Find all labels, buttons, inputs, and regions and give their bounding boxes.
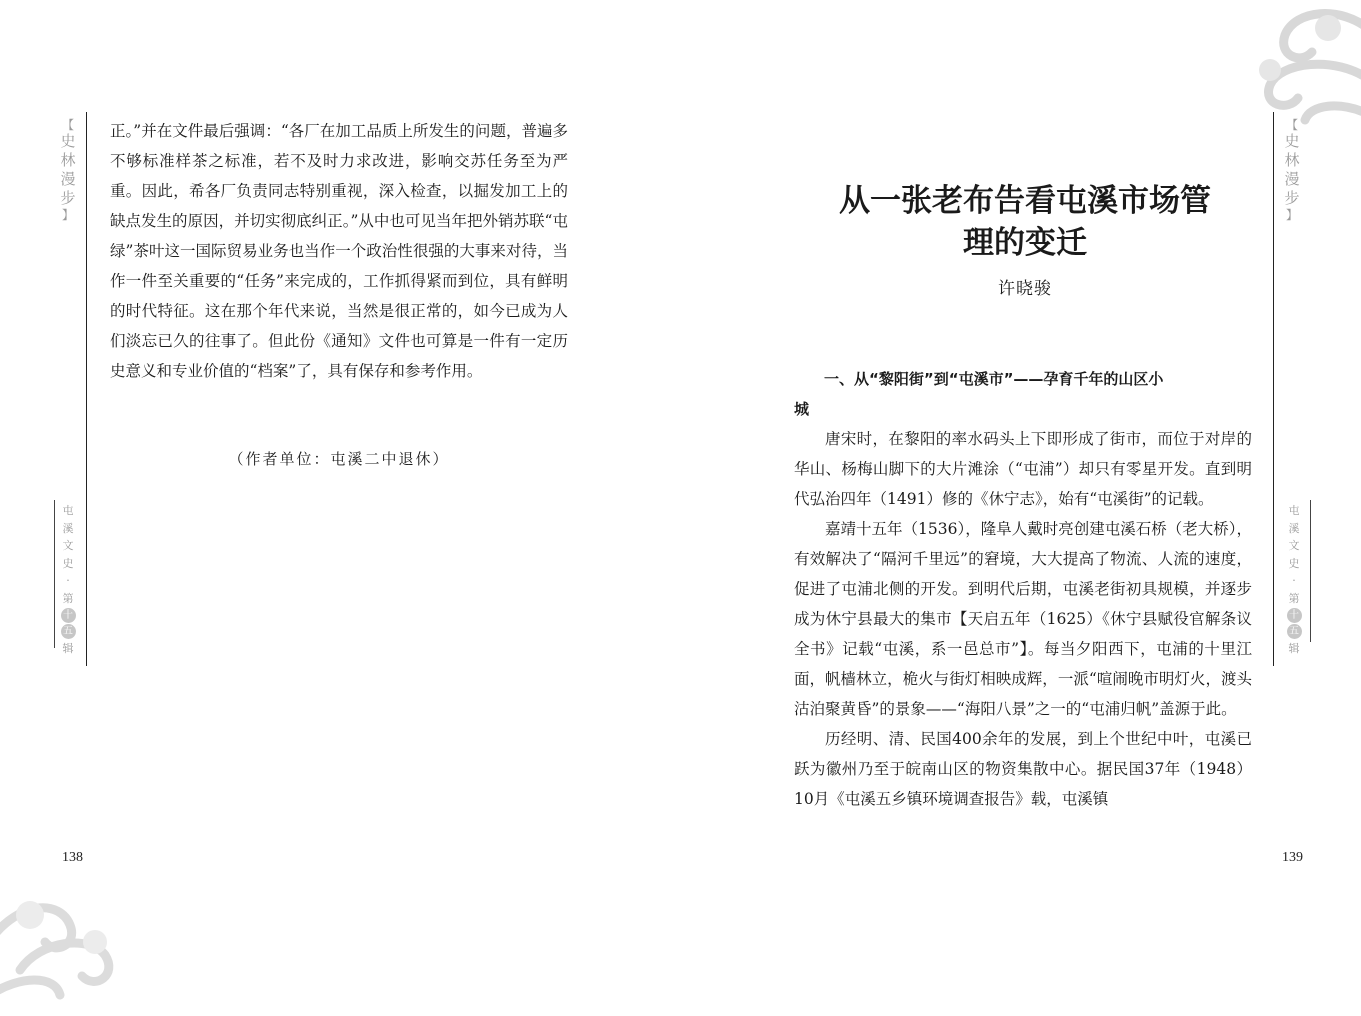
column-label-char: 史 <box>1284 132 1300 150</box>
section-heading-line: 一、从“黎阳街”到“屯溪市”——孕育千年的山区小 <box>824 370 1164 388</box>
article-title-line: 从一张老布告看屯溪市场管 <box>839 183 1211 219</box>
series-number-circle: 十 <box>61 608 76 623</box>
series-label <box>1286 502 1302 658</box>
series-label-char: 辑 <box>1288 642 1300 655</box>
column-label-bracket-open: 【 <box>61 118 74 132</box>
section-heading <box>794 364 1252 424</box>
cloud-ornament-icon <box>1240 0 1361 130</box>
paragraph: 正。”并在文件最后强调：“各厂在加工品质上所发生的问题，普遍多不够标准样茶之标准，若不及时力求改进，影响交苏任务至为严重。因此，希各厂负责同志特别重视，深入检查，以掘发加工上的缺点发生的原因，并切实彻底纠正。”从中也可见当年把外销苏联“屯绿”茶叶这一国际贸易业务也当作一个政治性很强的大事来对待，当作一件至关重要的“任务”来完成的，工作抓得紧而到位，具有鲜明的时代特征。这在那个年代来说，当然是很正常的，如今已成为人们淡忘已久的往事了。但此份《通知》文件也可算是一件有一定历史意义和专业价值的“档案”了，具有保存和参考作用。 <box>110 122 568 380</box>
series-rule <box>54 500 55 648</box>
column-label-char: 漫 <box>1284 170 1300 188</box>
margin-rule <box>1273 112 1274 666</box>
body-text <box>794 424 1252 814</box>
section-heading-line: 城 <box>794 400 810 418</box>
column-label-bracket-close: 】 <box>61 208 74 222</box>
cloud-ornament-icon <box>0 880 130 1016</box>
author-name: 许晓骏 <box>998 279 1052 299</box>
series-label-char: · <box>66 574 70 587</box>
series-label-char: · <box>1292 574 1296 587</box>
series-label-char: 史 <box>1288 556 1300 570</box>
column-label-char: 林 <box>1284 151 1300 169</box>
series-label-char: 文 <box>1288 539 1300 552</box>
column-label <box>1282 118 1302 222</box>
series-number-circle: 五 <box>61 624 76 639</box>
article-title <box>798 180 1252 264</box>
series-label-char: 第 <box>1288 591 1300 605</box>
column-label-bracket-open: 【 <box>1285 118 1298 132</box>
series-label-char: 辑 <box>62 642 74 655</box>
margin-rule <box>86 112 87 666</box>
paragraph: 嘉靖十五年（1536），隆阜人戴时亮创建屯溪石桥（老大桥），有效解决了“隔河千里远”的窘境，大大提高了物流、人流的速度，促进了屯浦北侧的开发。到明代后期，屯溪老街初具规模，并逐步成为休宁县最大的集市【天启五年（1625）《休宁县赋役官解条议全书》记载“屯溪，系一邑总市”】。每当夕阳西下，屯浦的十里江面，帆樯林立，桅火与街灯相映成辉，一派“喧闹晚市明灯火，渡头沽泊聚黄昏”的景象——“海阳八景”之一的“屯浦归帆”盖源于此。 <box>794 520 1252 718</box>
page-number: 139 <box>1282 850 1303 865</box>
series-label-char: 溪 <box>1288 521 1300 535</box>
column-label-char: 林 <box>60 151 76 169</box>
series-label-char: 屯 <box>62 504 74 517</box>
series-label-char: 史 <box>62 556 74 570</box>
right-page <box>680 0 1361 1016</box>
series-label <box>60 502 76 658</box>
series-label-char: 屯 <box>1288 504 1300 517</box>
series-number-circle: 五 <box>1287 624 1302 639</box>
author-affiliation: （作者单位：屯溪二中退休） <box>228 450 450 468</box>
series-label-char: 文 <box>62 539 74 552</box>
series-number-circle: 十 <box>1287 608 1302 623</box>
column-label <box>58 118 78 222</box>
column-label-char: 步 <box>1284 189 1300 207</box>
column-label-bracket-close: 】 <box>1285 208 1298 222</box>
series-label-char: 溪 <box>62 521 74 535</box>
column-label-char: 步 <box>60 189 76 207</box>
body-text <box>110 116 568 386</box>
paragraph: 唐宋时，在黎阳的率水码头上下即形成了街市，而位于对岸的华山、杨梅山脚下的大片滩涂（“屯浦”）却只有零星开发。直到明代弘治四年（1491）修的《休宁志》，始有“屯溪街”的记载。 <box>794 430 1252 508</box>
column-label-char: 漫 <box>60 170 76 188</box>
paragraph: 历经明、清、民国400余年的发展，到上个世纪中叶，屯溪已跃为徽州乃至于皖南山区的物资集散中心。据民国37年（1948）10月《屯溪五乡镇环境调查报告》载，屯溪镇 <box>794 730 1252 808</box>
series-rule <box>1310 500 1311 642</box>
page-number: 138 <box>62 850 83 865</box>
article-title-line: 理的变迁 <box>963 225 1087 261</box>
left-page <box>0 0 680 1016</box>
series-label-char: 第 <box>62 591 74 605</box>
column-label-char: 史 <box>60 132 76 150</box>
